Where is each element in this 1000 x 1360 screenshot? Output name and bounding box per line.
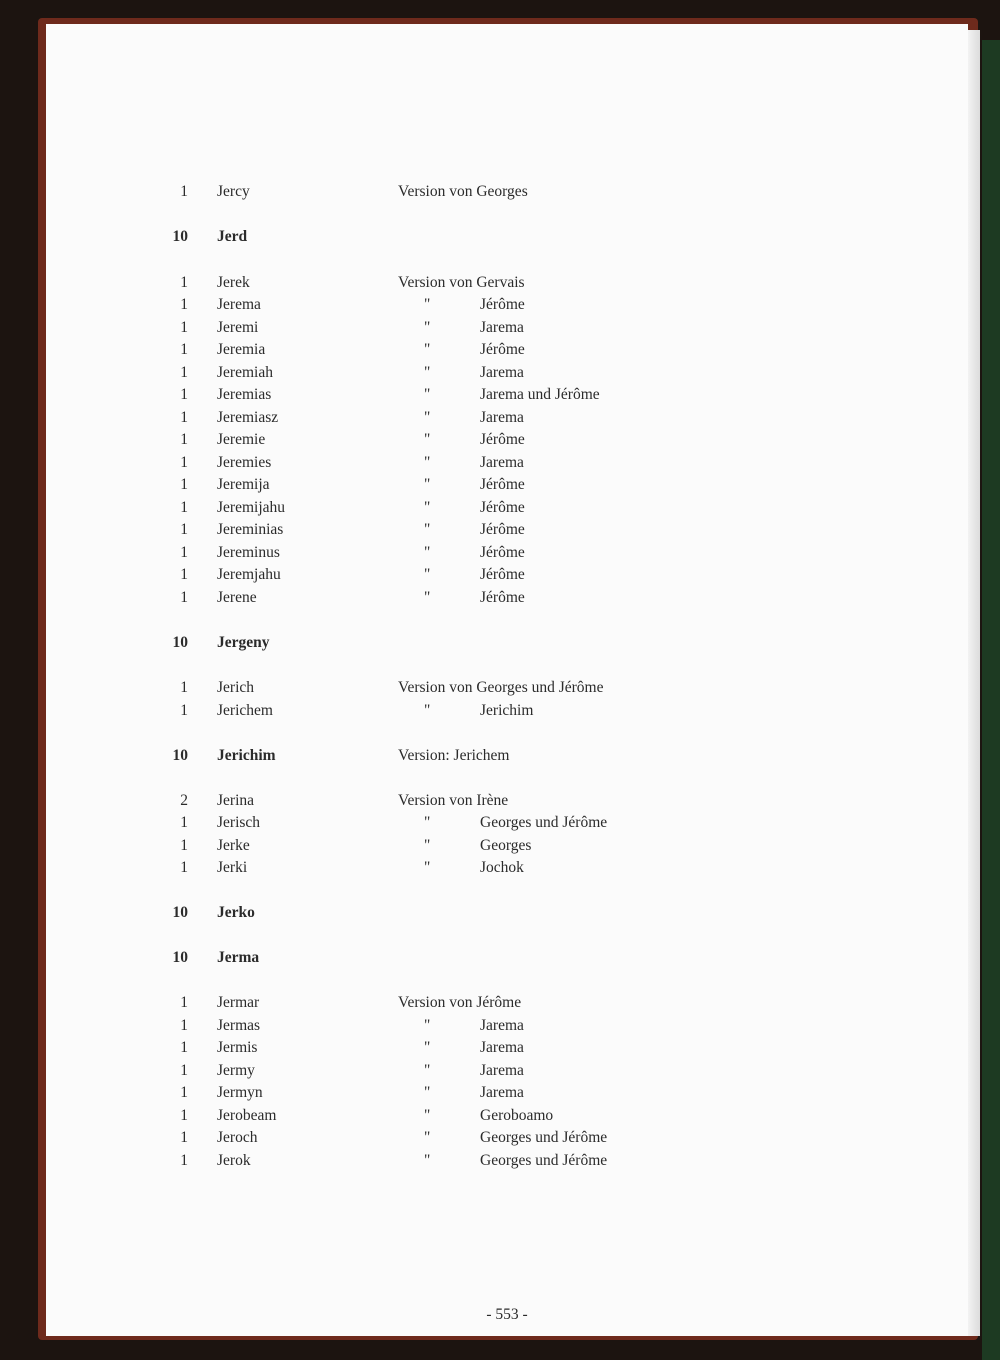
entry-name: Jeremiasz (217, 409, 279, 426)
ditto-mark: " (424, 1152, 431, 1169)
ditto-mark: " (424, 1062, 431, 1079)
entry-count: 1 (180, 296, 188, 313)
entry-version-of: Geroboamo (480, 1107, 554, 1124)
entry-row (46, 317, 968, 339)
entry-name: Jerek (217, 274, 250, 291)
entry-count: 1 (180, 814, 188, 831)
entry-count: 1 (180, 386, 188, 403)
entry-count: 1 (180, 476, 188, 493)
ditto-mark: " (424, 837, 431, 854)
entry-version-of: Jérôme (480, 296, 525, 313)
entry-row (46, 1015, 968, 1037)
entry-name: Jerki (217, 859, 248, 876)
entry-version-of: Jérôme (480, 521, 525, 538)
ditto-mark: " (424, 521, 431, 538)
entry-count: 10 (172, 634, 188, 651)
entry-row (46, 1150, 968, 1172)
entry-row (46, 1082, 968, 1104)
page-number: - 553 - (486, 1306, 528, 1323)
entry-name: Jerke (217, 837, 250, 854)
entry-row (46, 407, 968, 429)
entry-count: 10 (172, 228, 188, 245)
ditto-mark: " (424, 1039, 431, 1056)
entry-count: 2 (180, 792, 188, 809)
entry-row (46, 542, 968, 564)
book-page (46, 24, 968, 1336)
entry-name: Jeremie (217, 431, 266, 448)
entry-name: Jergeny (217, 634, 270, 651)
entry-count: 1 (180, 274, 188, 291)
entry-name: Jeremija (217, 476, 270, 493)
entry-count: 1 (180, 1017, 188, 1034)
ditto-mark: " (424, 702, 431, 719)
entry-row (46, 632, 968, 654)
entry-count: 1 (180, 341, 188, 358)
ditto-mark: " (424, 859, 431, 876)
entry-row (46, 362, 968, 384)
entry-name: Jerko (217, 904, 255, 921)
entry-count: 1 (180, 319, 188, 336)
entry-name: Jerd (217, 228, 248, 245)
entry-count: 1 (180, 837, 188, 854)
entry-count: 1 (180, 1084, 188, 1101)
ditto-mark: " (424, 296, 431, 313)
entry-row (46, 384, 968, 406)
entry-count: 1 (180, 1062, 188, 1079)
entry-name: Jereminias (217, 521, 284, 538)
ditto-mark: " (424, 499, 431, 516)
ditto-mark: " (424, 566, 431, 583)
entry-name: Jeremi (217, 319, 259, 336)
entry-version-of: Jarema (480, 1084, 524, 1101)
entry-row (46, 181, 968, 203)
entry-version-of: Jochok (480, 859, 524, 876)
entry-name: Jermy (217, 1062, 255, 1079)
entry-name: Jerich (217, 679, 255, 696)
entry-name: Jermar (217, 994, 260, 1011)
entry-row (46, 564, 968, 586)
entry-name: Jerene (217, 589, 257, 606)
ditto-mark: " (424, 476, 431, 493)
entry-name: Jeremijahu (217, 499, 286, 516)
name-entry-list (46, 24, 968, 1336)
entry-name: Jerina (217, 792, 255, 809)
entry-row (46, 700, 968, 722)
entry-name: Jerisch (217, 814, 261, 831)
entry-version-of: Jérôme (480, 499, 525, 516)
ditto-mark: " (424, 1107, 431, 1124)
entry-row (46, 587, 968, 609)
entry-count: 1 (180, 589, 188, 606)
ditto-mark: " (424, 814, 431, 831)
entry-description: Version: Jerichem (398, 747, 510, 764)
entry-row (46, 294, 968, 316)
entry-name: Jereminus (217, 544, 280, 561)
ditto-mark: " (424, 341, 431, 358)
entry-version-of: Georges und Jérôme (480, 1129, 608, 1146)
entry-count: 10 (172, 949, 188, 966)
entry-row (46, 790, 968, 812)
entry-row (46, 812, 968, 834)
entry-row (46, 339, 968, 361)
entry-row (46, 677, 968, 699)
entry-version-of: Georges (480, 837, 532, 854)
entry-count: 1 (180, 1152, 188, 1169)
ditto-mark: " (424, 544, 431, 561)
entry-row (46, 1060, 968, 1082)
ditto-mark: " (424, 1017, 431, 1034)
entry-version-of: Georges und Jérôme (480, 1152, 608, 1169)
ditto-mark: " (424, 319, 431, 336)
entry-count: 1 (180, 544, 188, 561)
entry-name: Jerma (217, 949, 260, 966)
entry-row (46, 429, 968, 451)
entry-name: Jermas (217, 1017, 261, 1034)
entry-version-of: Jarema und Jérôme (480, 386, 600, 403)
entry-row (46, 519, 968, 541)
entry-count: 1 (180, 994, 188, 1011)
entry-version-of: Jarema (480, 454, 524, 471)
entry-version-of: Jarema (480, 1062, 524, 1079)
entry-row (46, 857, 968, 879)
background-strip (982, 40, 1000, 1360)
entry-name: Jerichem (217, 702, 273, 719)
entry-row (46, 1105, 968, 1127)
entry-row (46, 1127, 968, 1149)
entry-name: Jerok (217, 1152, 251, 1169)
entry-row (46, 226, 968, 248)
entry-name: Jeremia (217, 341, 266, 358)
entry-name: Jercy (217, 183, 250, 200)
entry-count: 1 (180, 702, 188, 719)
entry-name: Jerichim (217, 747, 276, 764)
entry-count: 1 (180, 859, 188, 876)
entry-row (46, 745, 968, 767)
entry-version-of: Jerichim (480, 702, 534, 719)
entry-version-of: Jérôme (480, 431, 525, 448)
entry-version-of: Jérôme (480, 476, 525, 493)
entry-count: 1 (180, 183, 188, 200)
ditto-mark: " (424, 1129, 431, 1146)
entry-row (46, 497, 968, 519)
entry-count: 1 (180, 454, 188, 471)
entry-version-of: Jérôme (480, 544, 525, 561)
ditto-mark: " (424, 431, 431, 448)
entry-row (46, 1037, 968, 1059)
entry-count: 1 (180, 364, 188, 381)
entry-version-of: Jérôme (480, 566, 525, 583)
entry-version-of: Jarema (480, 319, 524, 336)
entry-name: Jeremies (217, 454, 272, 471)
entry-name: Jermyn (217, 1084, 263, 1101)
entry-name: Jeremjahu (217, 566, 281, 583)
entry-description: Version von Gervais (398, 274, 525, 291)
ditto-mark: " (424, 364, 431, 381)
entry-name: Jeremiah (217, 364, 273, 381)
entry-count: 1 (180, 1039, 188, 1056)
ditto-mark: " (424, 589, 431, 606)
entry-description: Version von Irène (398, 792, 509, 809)
ditto-mark: " (424, 409, 431, 426)
entry-version-of: Jarema (480, 364, 524, 381)
entry-name: Jeroch (217, 1129, 258, 1146)
entry-name: Jerema (217, 296, 261, 313)
ditto-mark: " (424, 1084, 431, 1101)
entry-name: Jerobeam (217, 1107, 277, 1124)
entry-version-of: Jarema (480, 1039, 524, 1056)
entry-count: 1 (180, 499, 188, 516)
entry-version-of: Jarema (480, 1017, 524, 1034)
entry-count: 10 (172, 904, 188, 921)
entry-row (46, 947, 968, 969)
entry-count: 1 (180, 1107, 188, 1124)
entry-version-of: Georges und Jérôme (480, 814, 608, 831)
entry-name: Jermis (217, 1039, 258, 1056)
entry-version-of: Jarema (480, 409, 524, 426)
entry-description: Version von Georges und Jérôme (398, 679, 604, 696)
ditto-mark: " (424, 454, 431, 471)
entry-version-of: Jérôme (480, 341, 525, 358)
entry-count: 1 (180, 566, 188, 583)
entry-count: 1 (180, 679, 188, 696)
entry-count: 1 (180, 409, 188, 426)
entry-count: 1 (180, 431, 188, 448)
entry-description: Version von Georges (398, 183, 528, 200)
ditto-mark: " (424, 386, 431, 403)
entry-row (46, 992, 968, 1014)
entry-row (46, 474, 968, 496)
entry-row (46, 272, 968, 294)
entry-description: Version von Jérôme (398, 994, 522, 1011)
entry-count: 1 (180, 521, 188, 538)
entry-row (46, 902, 968, 924)
entry-count: 10 (172, 747, 188, 764)
entry-row (46, 452, 968, 474)
entry-version-of: Jérôme (480, 589, 525, 606)
entry-row (46, 835, 968, 857)
entry-count: 1 (180, 1129, 188, 1146)
entry-name: Jeremias (217, 386, 272, 403)
